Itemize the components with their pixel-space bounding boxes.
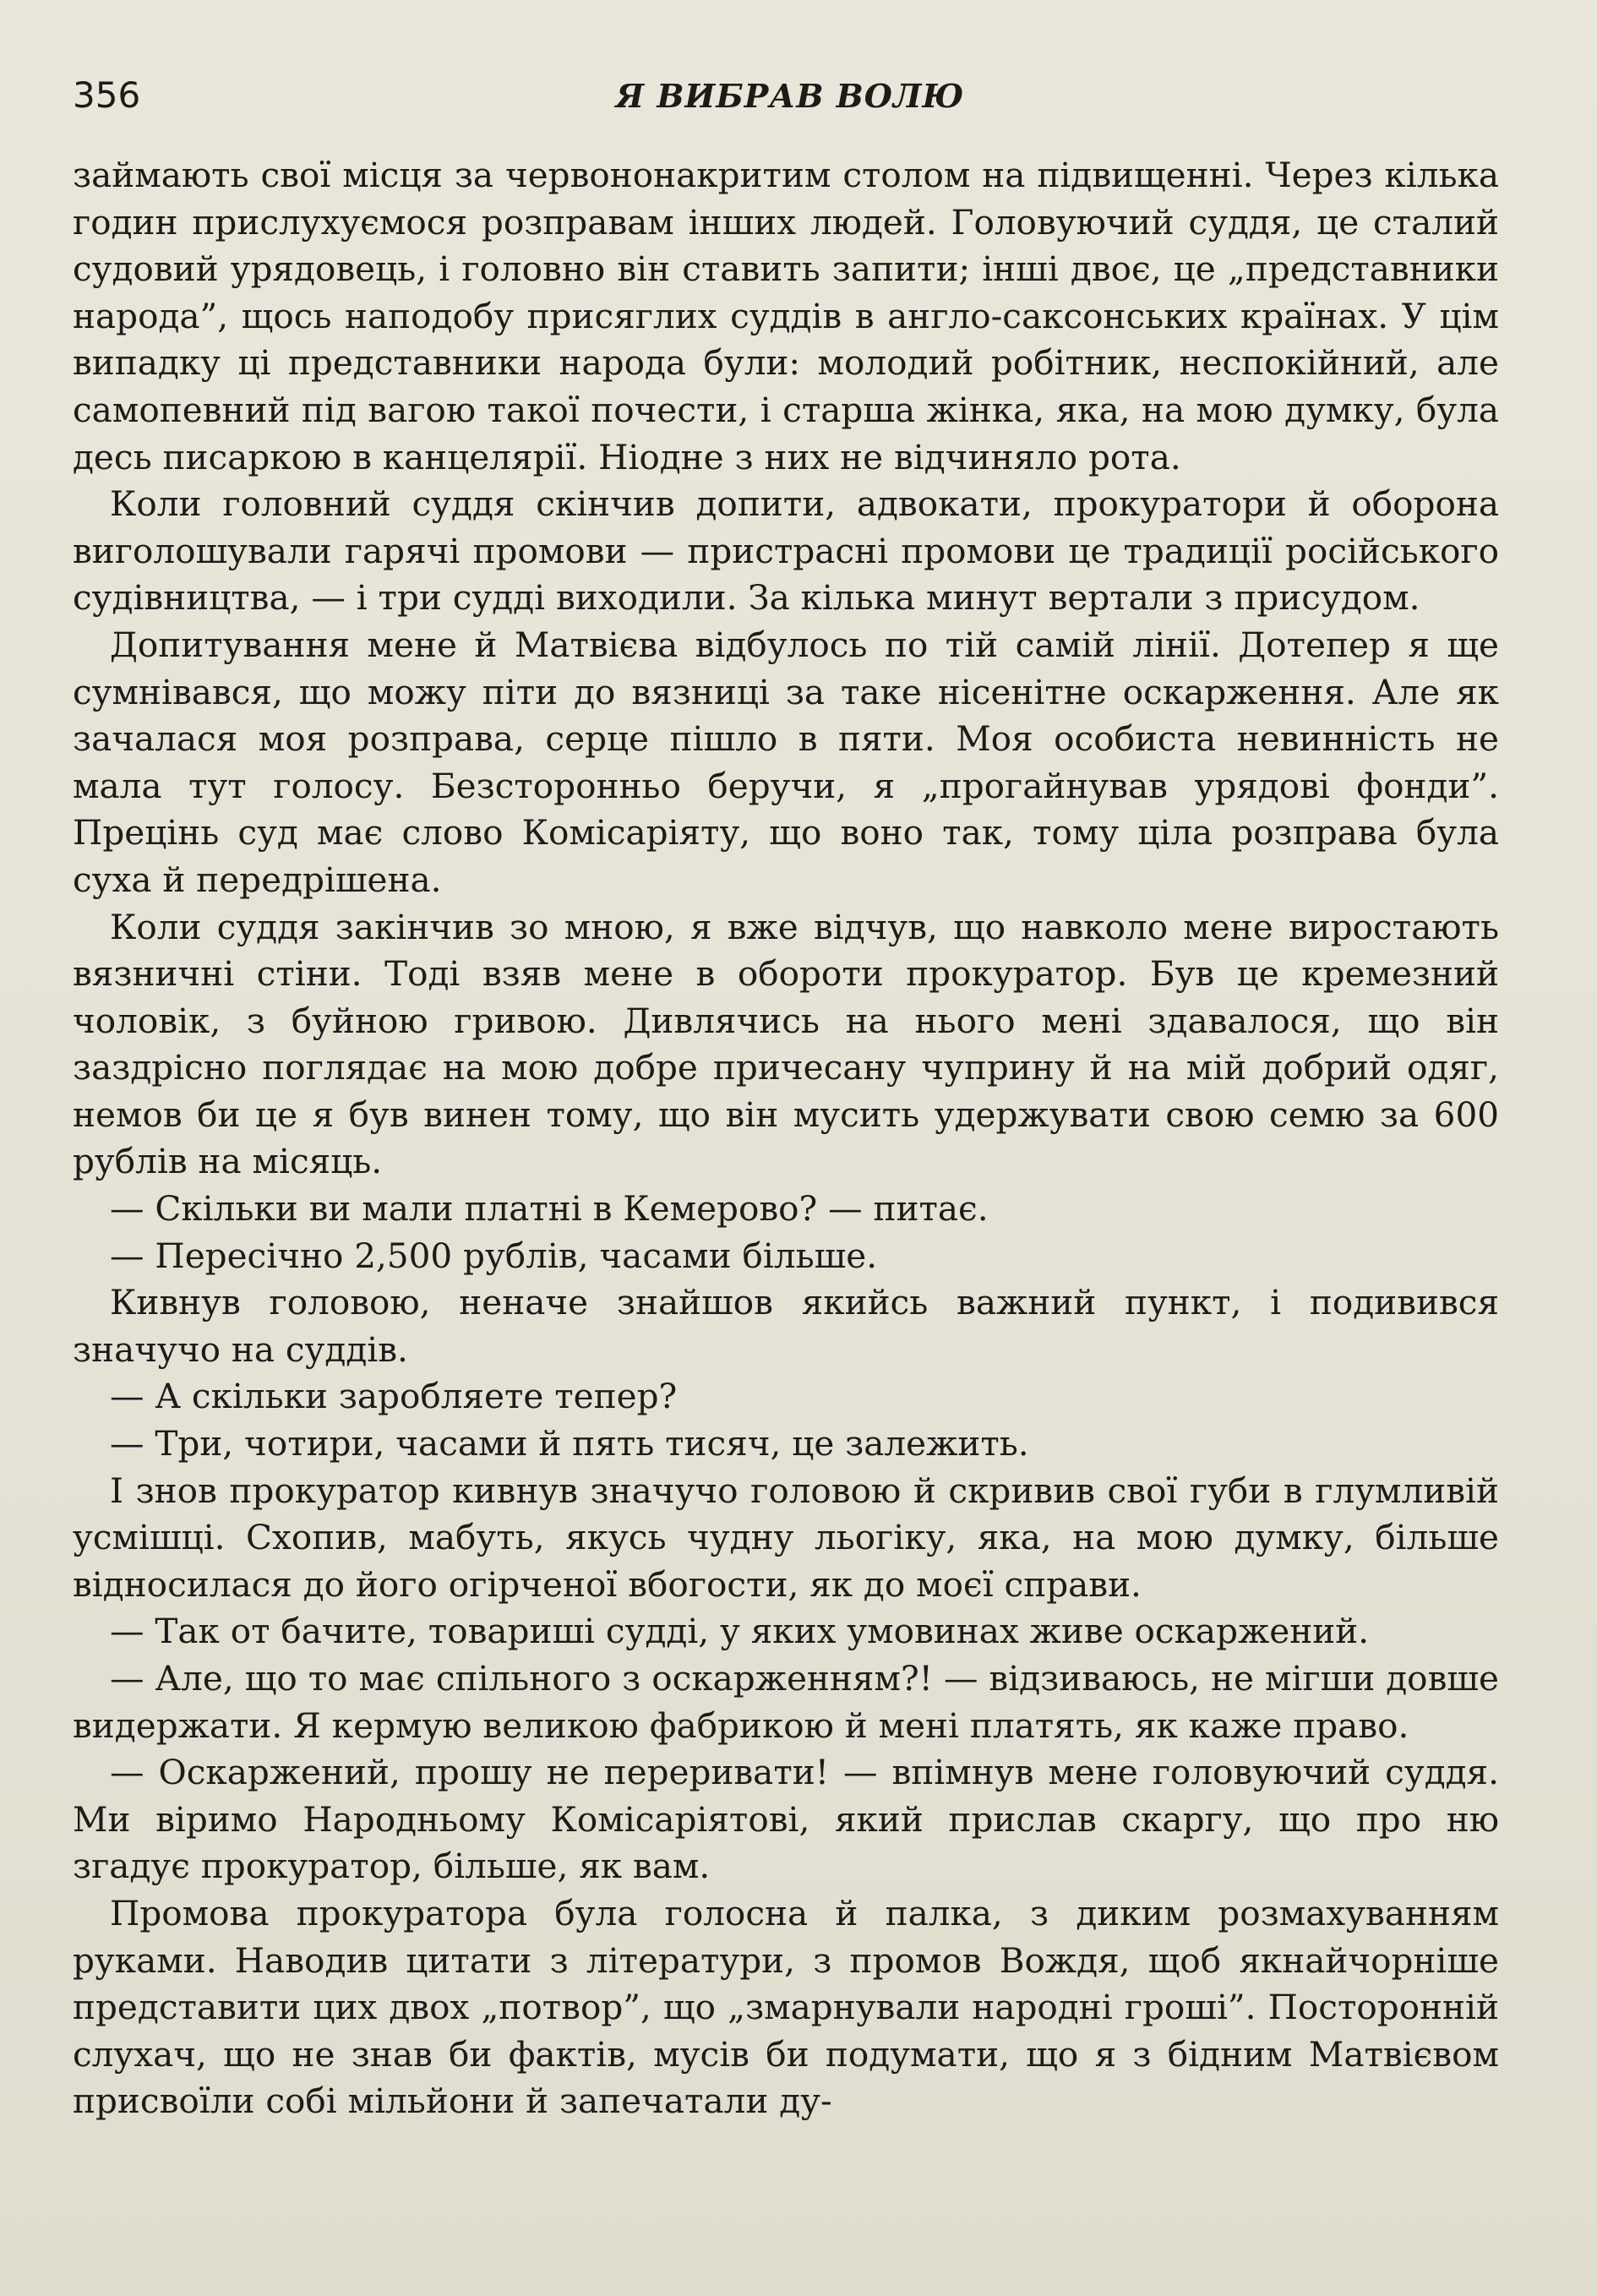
body-text	[73, 152, 1499, 2125]
running-head	[73, 74, 1499, 134]
paragraph: займають свої місця за червононакритим столом на підвищенні. Через кілька годин прислухуємося розправам інших людей. Головуючий суддя, це сталий судовий урядовець, і головно він ставить запити; інші двоє, це „представники народа”, щось наподобу присяглих суддів в англо-саксонських країнах. У цім випадку ці представники народа були: молодий робітник, неспокійний, але самопевний під вагою такої почести, і старша жінка, яка, на мою думку, була десь писаркою в канцелярії. Ніодне з них не відчиняло рота.	[73, 155, 1499, 477]
dialogue-line: — Оскаржений, прошу не переривати! — впімнув мене головуючий суддя. Ми віримо Народньому Комісаріятові, який прислав скаргу, що про ню згадує прокуратор, більше, як вам.	[73, 1752, 1499, 1887]
paragraph: Коли суддя закінчив зо мною, я вже відчув, що навколо мене виростають вязничні стіни. Тоді взяв мене в обороти прокуратор. Був це кремезний чоловік, з буйною гривою. Дивлячись на нього мені здавалося, що він заздрісно поглядає на мою добре причесану чуприну й на мій добрий одяг, немов би це я був винен тому, що він мусить удержувати свою семю за 600 рублів на місяць.	[73, 906, 1499, 1182]
page-number: 356	[73, 74, 141, 116]
paragraph: Коли головний суддя скінчив допити, адвокати, прокуратори й оборона виголошували гарячі промови — пристрасні промови це традиції російського судівництва, — і три судді виходили. За кілька минут вертали з присудом.	[73, 483, 1499, 619]
paragraph: Допитування мене й Матвієва відбулось по тій самій лінії. Дотепер я ще сумнівався, що можу піти до вязниці за таке нісенітне оскарження. Але як зачалася моя розправа, серце пішло в пяти. Моя особиста невинність не мала тут голосу. Безсторонньо беручи, я „прогайнував урядові фонди”. Прецінь суд має слово Комісаріяту, що воно так, тому ціла розправа була суха й передрішена.	[73, 624, 1499, 900]
book-title: Я ВИБРАВ ВОЛЮ	[615, 77, 965, 115]
dialogue-line: — А скільки заробляете тепер?	[110, 1376, 678, 1417]
dialogue-line: — Три, чотири, часами й пять тисяч, це залежить.	[110, 1423, 1029, 1464]
dialogue-line: — Але, що то має спільного з оскарженням?! — відзиваюсь, не мігши довше видержати. Я кермую великою фабрикою й мені платять, як каже право.	[73, 1658, 1499, 1746]
dialogue-line: — Пересічно 2,500 рублів, часами більше.	[110, 1235, 878, 1276]
dialogue-line: — Так от бачите, товариші судді, у яких умовинах живе оскаржений.	[110, 1611, 1370, 1652]
dialogue-line: — Скільки ви мали платні в Кемерово? — питає.	[110, 1188, 989, 1230]
paragraph: Кивнув головою, неначе знайшов якийсь важний пункт, і подивився значучо на суддів.	[73, 1282, 1499, 1370]
paragraph: Промова прокуратора була голосна й палка, з диким розмахуванням руками. Наводив цитати з літератури, з промов Вождя, щоб якнайчорніше представити цих двох „потвор”, що „змарнували народні гроші”. Посторонній слухач, що не знав би фактів, мусів би подумати, що я з бідним Матвієвом присвоїли собі мільйони й запечатали ду-	[73, 1892, 1499, 2122]
paragraph: І знов прокуратор кивнув значучо головою й скривив свої губи в глумливій усмішці. Схопив, мабуть, якусь чудну льогіку, яка, на мою думку, більше відносилася до його огірченої вбогости, як до моєї справи.	[73, 1470, 1499, 1605]
